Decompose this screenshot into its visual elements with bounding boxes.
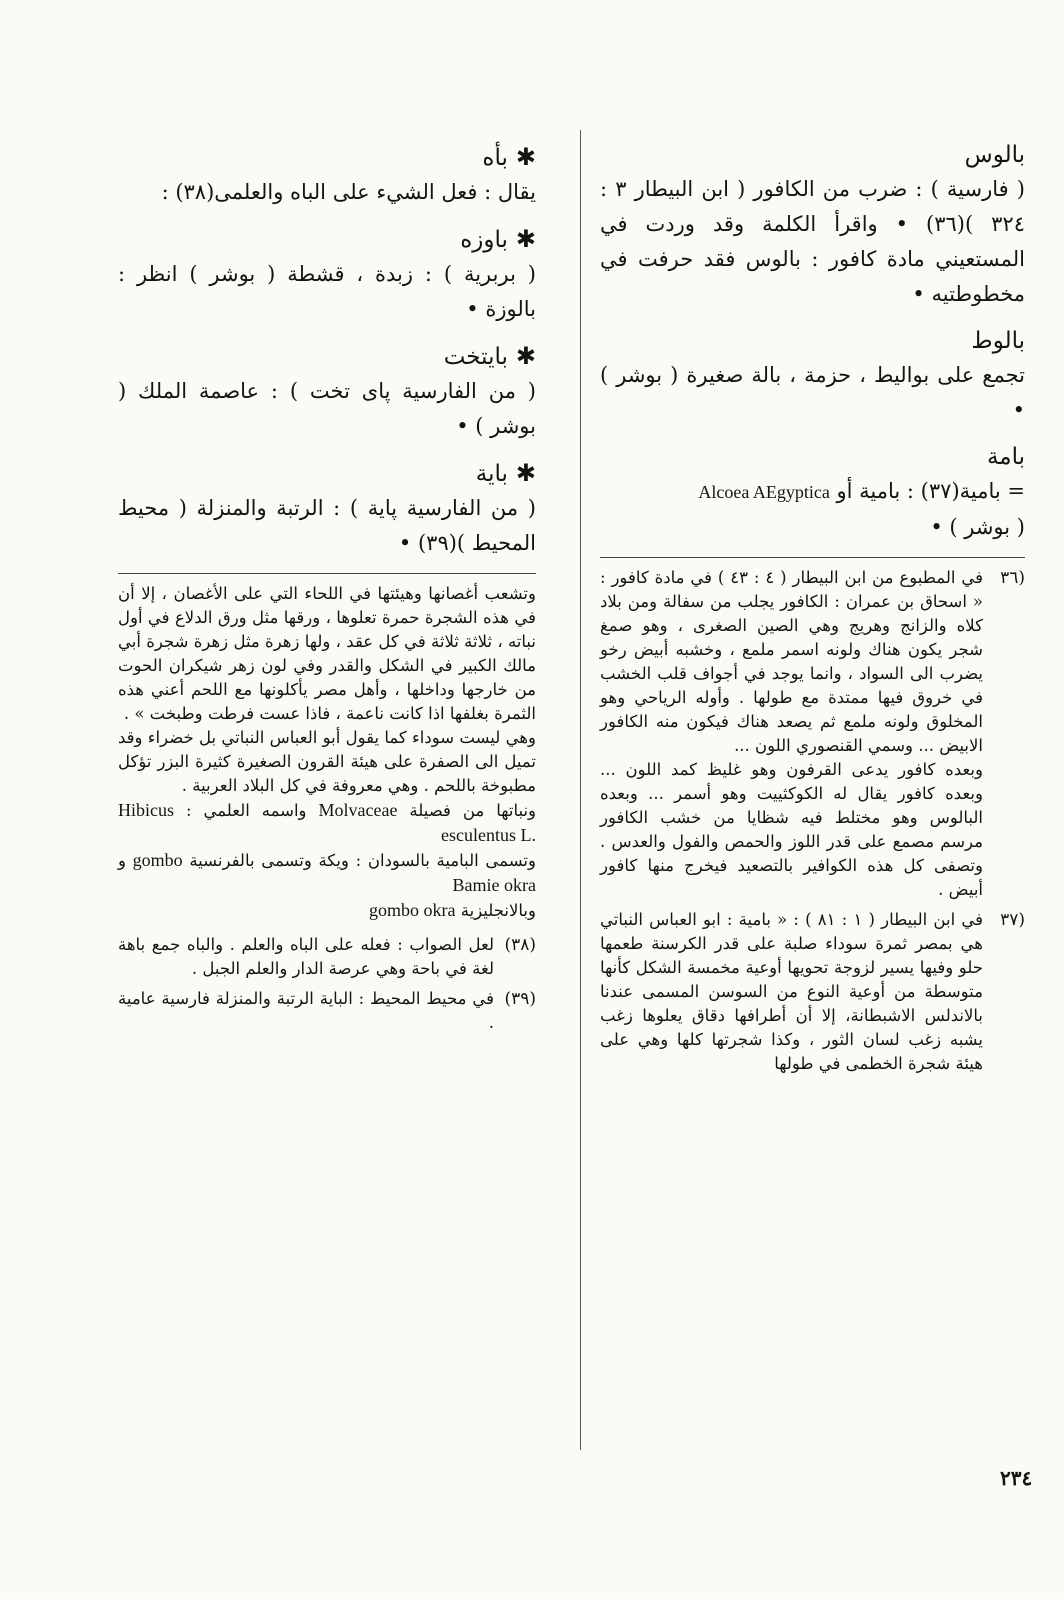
entry-text: ( من الفارسية پای تخت ) : عاصمة الملك ( بوشر ) • — [118, 379, 536, 438]
asterisk-icon: ✱ — [515, 342, 536, 370]
entry-head: بالوس — [964, 142, 1025, 168]
latin-term: Bamie okra — [452, 875, 536, 895]
latin-line: ونباتها من فصيلة Molvaceae واسمه العلمي : Hibicus esculentus L. — [118, 800, 537, 845]
entry-text: تجمع على بواليط ، حزمة ، بالة صغيرة ( بوشر ) • — [600, 363, 1025, 422]
footnote — [600, 908, 1025, 1076]
entry-text: ( فارسية ) : ضرب من الكافور ( ابن البيطار ٣ : ٣٢٤ )(٣٦) • واقرأ الكلمة وقد وردت في المستعيني مادة كافور : بالوس فقد حرفت في مخطوطتيه • — [600, 177, 1025, 306]
footnote-text-cont: وبعده كافور يدعى القرفون وهو غليظ كمد اللون ... وبعده كافور يقال له الكوكثييت وهو أسمر ... وبعده البالوس وهو مختلط فيه شظايا من خشب الكافور مرسم مصمع على قدر اللوز والحمص والفول والعدس . وتصفى كل هذه الكوافير بالتصعيد فيخرج منها كافور أبيض . — [600, 760, 983, 899]
entry-ballut — [600, 324, 1025, 428]
footnotes-right — [600, 566, 1025, 1076]
entry-head: باية — [475, 461, 508, 487]
latin-line: وتسمى البامية بالسودان : ويكة وتسمى بالفرنسية gombo و Bamie okra — [118, 850, 536, 895]
asterisk-icon: ✱ — [515, 143, 536, 171]
entry-text: ( بربرية ) : زبدة ، قشطة ( بوشر ) انظر : بالوزة • — [118, 262, 536, 321]
entry-bah — [118, 140, 536, 210]
footnote-text: في ابن البيطار ( ١ : ٨١ ) : « بامية : ابو العباس النباتي هي بمصر ثمرة سوداء صلبة على قدر الكرسنة طعمها حلو وفيها يسير لزوجة تحويها أوعية مخمسة الشكل كأنها متوسطة من أوعية النوع من السوسن المسمى عندنا بالاندلس الاشبطانة، إلا أن أطرافها دقاق يعلوها زغب يشبه زغب لسان الثور ، وكذا شجرتها كلها وهي على هيئة شجرة الخطمى في طولها — [600, 910, 983, 1073]
footnote-divider — [118, 573, 536, 574]
asterisk-icon: ✱ — [515, 225, 536, 253]
entry-text-2: ( بوشر ) • — [930, 515, 1025, 539]
footnote-text: في المطبوع من ابن البيطار ( ٤ : ٤٣ ) في مادة كافور : « اسحاق بن عمران : الكافور يجلب من سفالة ومن بلاد كلاه والزانج وهريج وهي الصين الصغرى ، وهو صمغ شجر يكون هناك ولونه اسمر ملمع ، وخشبه أبيض رخو يضرب الى السواد ، وانما يوجد في أجواف قلب الخشب في خروق فيها ممتدة مع طولها . وأوله الرياحي وهو المخلوق ولونه ملمع ثم يصعد هناك فيكون منه الكافور الابيض ... وسمي القنصوري اللون ... — [600, 568, 983, 755]
latin-line: وبالانجليزية gombo okra — [369, 900, 536, 920]
entry-text: ( من الفارسية پاية ) : الرتبة والمنزلة ( محيط المحيط )(٣٩) • — [118, 496, 536, 555]
entry-balus — [600, 138, 1025, 312]
column-divider — [580, 130, 581, 1450]
entry-text — [600, 474, 1025, 510]
latin-term: Molvaceae — [318, 800, 398, 820]
continuation-text: وهي ليست سوداء كما يقول أبو العباس النباتي بل خضراء وقد تميل الى الصفرة على هيئة القرون الصغيرة كثيرة البزر تؤكل مطبوخة باللحم . وهي معروفة في كل البلاد العربية . — [118, 728, 536, 795]
footnote-text: لعل الصواب : فعله على الباه والعلم . والباه جمع باهة لغة في باحة وهي عرصة الدار والعلم الجبل . — [118, 935, 494, 978]
continuation-text: وتشعب أغصانها وهيئتها في اللحاء التي على الأغصان ، إلا أن في هذه الشجرة حمرة تعلوها ، ورقها مثل ورق الدلاع في أول نباته ، ثلاثة ثلاثة في كل عقد ، ولها زهرة مثل زهرة شجرة أبي مالك الكبير في الشكل والقدر وفي لون زهر شيكران الحوت من خارجها وداخلها ، وأهل مصر يأكلونها مع اللحم أعني هذه الثمرة بغلفها اذا كانت ناعمة ، فاذا عست فرطت وطبخت » . — [118, 584, 536, 723]
footnote-number: (٣٧ — [1000, 910, 1025, 930]
footnote-number: (٣٨) — [504, 935, 536, 955]
latin-term: gombo okra — [369, 900, 456, 920]
entry-baytakht — [118, 339, 536, 444]
footnote — [118, 933, 536, 981]
page-number: ٢٣٤ — [1000, 1466, 1033, 1490]
entry-bawza — [118, 222, 536, 327]
footnote-continuation — [118, 582, 536, 923]
entry-head: بايتخت — [443, 344, 508, 370]
footnote — [118, 987, 536, 1035]
entry-text-ar: = بامية(٣٧) : بامية أو — [836, 479, 1025, 503]
footnote-number: (٣٩) — [504, 989, 536, 1009]
entry-head: بأه — [482, 145, 508, 171]
entry-head: باوزه — [460, 227, 508, 253]
footnote-text: في محيط المحيط : الباية الرتبة والمنزلة فارسية عامية . — [118, 989, 494, 1032]
entry-text: يقال : فعل الشيء على الباه والعلمى(٣٨) : — [161, 180, 536, 204]
entry-bama — [600, 440, 1025, 545]
asterisk-icon: ✱ — [515, 459, 536, 487]
footnotes-left — [118, 933, 536, 1035]
right-column — [600, 138, 1025, 1082]
latin-term: Alcoea AEgyptica — [698, 482, 830, 502]
footnote — [600, 566, 1025, 902]
footnote-number: (٣٦ — [1000, 568, 1025, 588]
latin-term: Hibicus esculentus L. — [118, 800, 536, 845]
entry-head: بامة — [986, 444, 1025, 470]
latin-term: gombo — [132, 850, 183, 870]
footnote-divider — [600, 557, 1025, 558]
entry-head: بالوط — [971, 328, 1025, 354]
entry-baya — [118, 456, 536, 561]
left-column — [118, 140, 536, 1041]
